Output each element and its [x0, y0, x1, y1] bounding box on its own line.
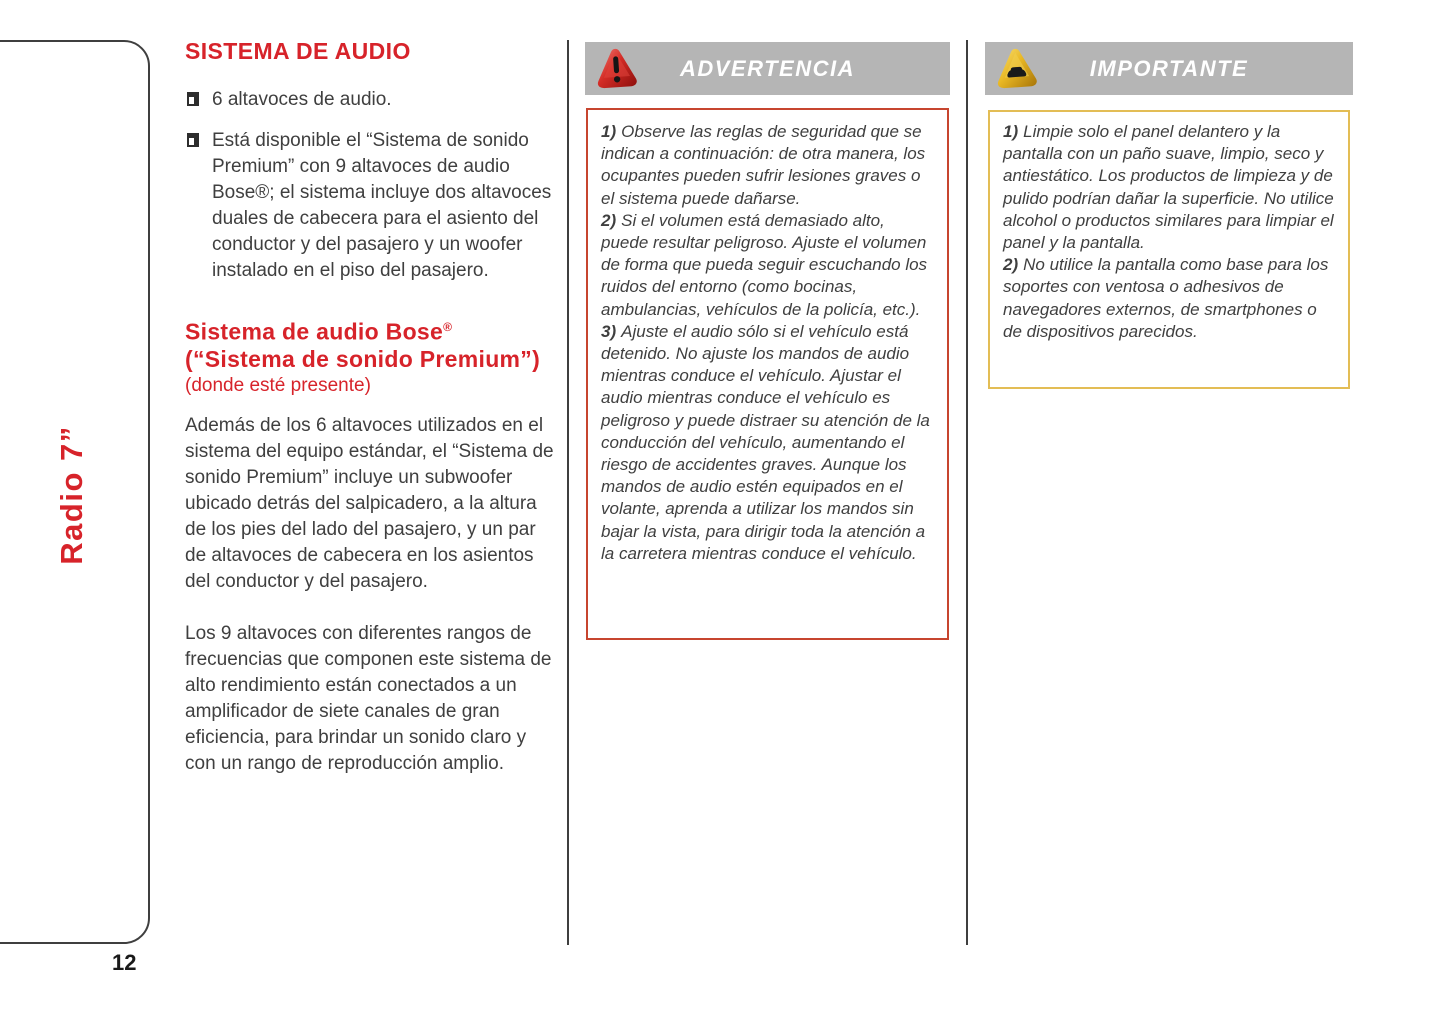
column-divider: [966, 40, 968, 945]
paragraph: Los 9 altavoces con diferentes rangos de frecuencias que componen este sistema de alto rendimiento están conectados a un amplificador de siete canales de gran eficiencia, para brindar un sonido claro y con un rango de reproducción amplio.: [185, 622, 552, 774]
list-item-text: Está disponible el “Sistema de sonido Premium” con 9 altavoces de audio Bose®; el sistema incluye dos altavoces duales de cabecera para el asiento del conductor y del pasajero y un woofer instalado en el piso del pasajero.: [212, 130, 552, 281]
warning-item: [601, 211, 927, 319]
car-caution-icon: [994, 46, 1039, 91]
important-header-bar: [985, 42, 1353, 95]
warning-item-text: Si el volumen está demasiado alto, puede resultar peligroso. Ajuste el volumen de forma que pueda seguir escuchando los ruidos del entorno (como bocinas, ambulancias, vehículos de la policía, etc.).: [601, 210, 928, 319]
warning-item: [601, 322, 930, 563]
important-item: [1003, 122, 1334, 252]
paragraph: Además de los 6 altavoces utilizados en el sistema del equipo estándar, el “Sistema de sonido Premium” incluye un subwoofer ubicado detrás del salpicadero, a la altura de los pies del lado del pasajero, y un par de altavoces de cabecera en los asientos del conductor y del pasajero.: [185, 414, 554, 592]
square-bullet-icon: [187, 92, 199, 106]
important-item-number: 2): [1003, 255, 1019, 275]
warning-item-text: Ajuste el audio sólo si el vehículo está detenido. No ajuste los mandos de audio mientras conduce el vehículo. Ajustar el audio mientras conduce el vehículo es peligroso y puede distraer su atención de la conducción del vehículo, aumentando el riesgo de accidentes graves. Aunque los mandos de audio estén equipados en el volante, aprenda a utilizar los mandos sin bajar la vista, para dirigir toda la atención a la carretera mientras conduce el vehículo.: [601, 321, 930, 563]
warning-header-title: ADVERTENCIA: [679, 55, 855, 81]
warning-item-number: 3): [601, 321, 617, 341]
important-box: [988, 110, 1350, 389]
important-item-text: Limpie solo el panel delantero y la pantalla con un paño suave, limpio, seco y antiestático. Los productos de limpieza y de pulido podrían dañar la superficie. No utilice alcohol o productos similares para limpiar el panel y la pantalla.: [1003, 122, 1334, 253]
warning-item-number: 2): [601, 210, 617, 230]
column-divider: [567, 40, 569, 945]
list-item: [185, 87, 557, 113]
list-item: [185, 128, 557, 284]
warning-triangle-icon: [594, 46, 639, 91]
registered-mark: ®: [443, 320, 453, 334]
warning-box: [586, 108, 949, 640]
list-item-text: 6 altavoces de audio.: [212, 89, 392, 110]
warning-item-text: Observe las reglas de seguridad que se indican a continuación: de otra manera, los ocupantes pueden sufrir lesiones graves o el sistema puede dañarse.: [601, 122, 926, 208]
chapter-label: Radio 7”: [54, 425, 89, 565]
availability-note: (donde esté presente): [185, 374, 371, 396]
warning-item-number: 1): [601, 122, 617, 141]
important-item-text: No utilice la pantalla como base para los soportes con ventosa o adhesivos de navegadores externos, de smartphones o de dispositivos parecidos.: [1003, 255, 1329, 341]
important-header-title: IMPORTANTE: [1089, 55, 1249, 81]
important-item-number: 1): [1003, 122, 1019, 141]
section-subtitle: [185, 314, 557, 373]
page-number: 12: [112, 950, 137, 975]
subtitle-text: Sistema de audio Bose: [185, 318, 444, 345]
warning-item: [601, 122, 925, 208]
warning-header-bar: [585, 42, 950, 95]
important-item: [1003, 255, 1328, 341]
square-bullet-icon: [187, 133, 199, 147]
section-title: SISTEMA DE AUDIO: [185, 38, 411, 64]
subtitle-text: (“Sistema de sonido Premium”): [185, 345, 541, 372]
main-column: [185, 38, 557, 803]
